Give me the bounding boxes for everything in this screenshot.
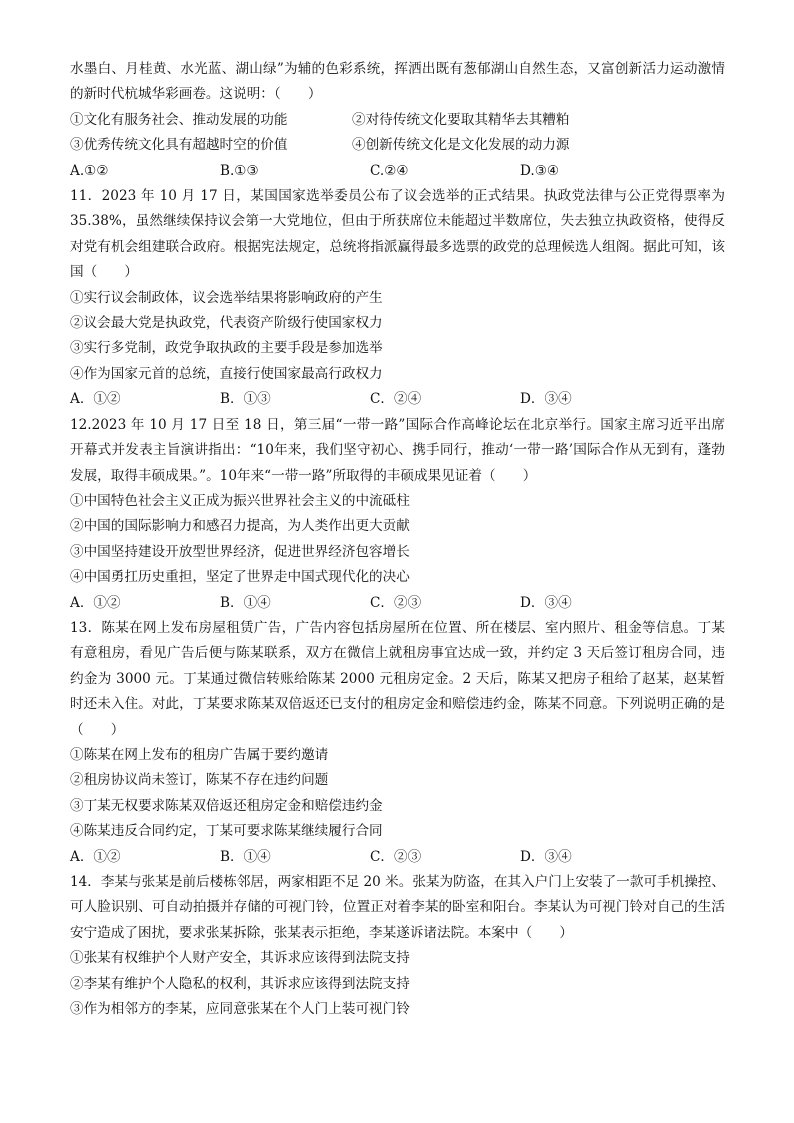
choice-d: D．③④ [520, 848, 572, 865]
question-stem: 14．李某与张某是前后楼栋邻居，两家相距不足 20 米。张某为防盗，在其入户门上安装了一款可手机操控、可人脸识别、可自动拍摄并存储的可视门铃，位置正对着李某的卧室和阳台。李某认为可视门铃对自己的生活安宁造成了困扰，要求张某拆除，张某表示拒绝，李某遂诉诸法院。本案中（ ） [70, 874, 725, 941]
choice-c: C．②④ [370, 391, 422, 408]
question-stem: 13．陈某在网上发布房屋租赁广告，广告内容包括房屋所在位置、所在楼层、室内照片、租金等信息。丁某有意租房，看见广告后便与陈某联系，双方在微信上就租房事宜达成一致，并约定 3 天后签订租房合同，违约金为 3000 元。丁某通过微信转账给陈某 2000 元租房定金。2 天后，陈某又把房子租给了赵某，赵某暂时还未入住。对此，丁某要求陈某双倍返还已支付的租房定金和赔偿违约金，陈某不同意。下列说明正确的是（ ） [70, 619, 725, 738]
choice-b: B．①④ [220, 594, 271, 611]
answer-choices [70, 387, 725, 412]
option-1: ①张某有权维护个人财产安全，其诉求应该得到法院支持 [70, 950, 410, 967]
exam-page [70, 57, 725, 1022]
option-3: ③优秀传统文化具有超越时空的价值 [70, 137, 288, 154]
choice-b: B.①③ [220, 162, 259, 179]
question-10 [70, 57, 725, 184]
option-1: ①实行议会制政体，议会选举结果将影响政府的产生 [70, 289, 383, 306]
question-13 [70, 616, 725, 870]
choice-a: A．①② [70, 391, 121, 408]
option-4: ④陈某违反合同约定，丁某可要求陈某继续履行合同 [70, 823, 383, 840]
option-3: ③作为相邻方的李某，应同意张某在个人门上装可视门铃 [70, 1001, 410, 1018]
option-4: ④创新传统文化是文化发展的动力源 [352, 137, 570, 154]
option-3: ③实行多党制，政党争取执政的主要手段是参加选举 [70, 340, 383, 357]
choice-a: A.①② [70, 162, 109, 179]
option-2: ②议会最大党是执政党，代表资产阶级行使国家权力 [70, 315, 383, 332]
question-12 [70, 413, 725, 616]
choice-b: B．①④ [220, 848, 271, 865]
question-14 [70, 870, 725, 1022]
question-stem: 12.2023 年 10 月 17 日至 18 日，第三届“一带一路”国际合作高峰论坛在北京举行。国家主席习近平出席开幕式并发表主旨演讲指出：“10年来，我们坚守初心、携手同行，推动‘一带一路’国际合作从无到有，蓬勃发展，取得丰硕成果。”。10年来“一带一路”所取得的丰硕成果见证着（ ） [70, 416, 725, 484]
choice-d: D．③④ [520, 594, 572, 611]
question-stem: 水墨白、月桂黄、水光蓝、湖山绿”为辅的色彩系统，挥洒出既有葱郁湖山自然生态，又富创新活力运动激情的新时代杭城华彩画卷。这说明：（ ） [70, 61, 725, 103]
option-4: ④作为国家元首的总统，直接行使国家最高行政权力 [70, 365, 383, 382]
choice-b: B．①③ [220, 391, 271, 408]
choice-a: A．①② [70, 594, 121, 611]
option-2: ②租房协议尚未签订，陈某不存在违约问题 [70, 772, 329, 789]
choice-c: C．②③ [370, 848, 422, 865]
option-1: ①文化有服务社会、推动发展的功能 [70, 111, 288, 128]
option-2: ②中国的国际影响力和感召力提高，为人类作出更大贡献 [70, 518, 410, 535]
answer-choices [70, 159, 725, 184]
answer-choices [70, 845, 725, 870]
question-11 [70, 184, 725, 413]
option-3: ③中国坚持建设开放型世界经济，促进世界经济包容增长 [70, 543, 410, 560]
choice-c: C.②④ [370, 162, 409, 179]
answer-choices [70, 591, 725, 616]
option-row [70, 108, 725, 133]
option-2: ②李某有维护个人隐私的权利，其诉求应该得到法院支持 [70, 975, 410, 992]
option-2: ②对待传统文化要取其精华去其糟粕 [352, 111, 570, 128]
option-row [70, 133, 725, 158]
option-3: ③丁某无权要求陈某双倍返还租房定金和赔偿违约金 [70, 797, 383, 814]
option-1: ①中国特色社会主义正成为振兴世界社会主义的中流砥柱 [70, 492, 410, 509]
option-1: ①陈某在网上发布的租房广告属于要约邀请 [70, 746, 329, 763]
choice-d: D.③④ [520, 162, 560, 179]
option-4: ④中国勇扛历史重担，坚定了世界走中国式现代化的决心 [70, 569, 410, 586]
question-stem: 11．2023 年 10 月 17 日，某国国家选举委员公布了议会选举的正式结果。执政党法律与公正党得票率为 35.38%，虽然继续保持议会第一大党地位，但由于所获席位未能超过半数席位，失去独立执政资格，使得反对党有机会组建联合政府。根据宪法规定，总统将指派赢得最多选票的政党的总理候选人组阁。据此可知，该国（ ） [70, 188, 725, 281]
choice-c: C．②③ [370, 594, 422, 611]
choice-a: A．①② [70, 848, 121, 865]
choice-d: D．③④ [520, 391, 572, 408]
